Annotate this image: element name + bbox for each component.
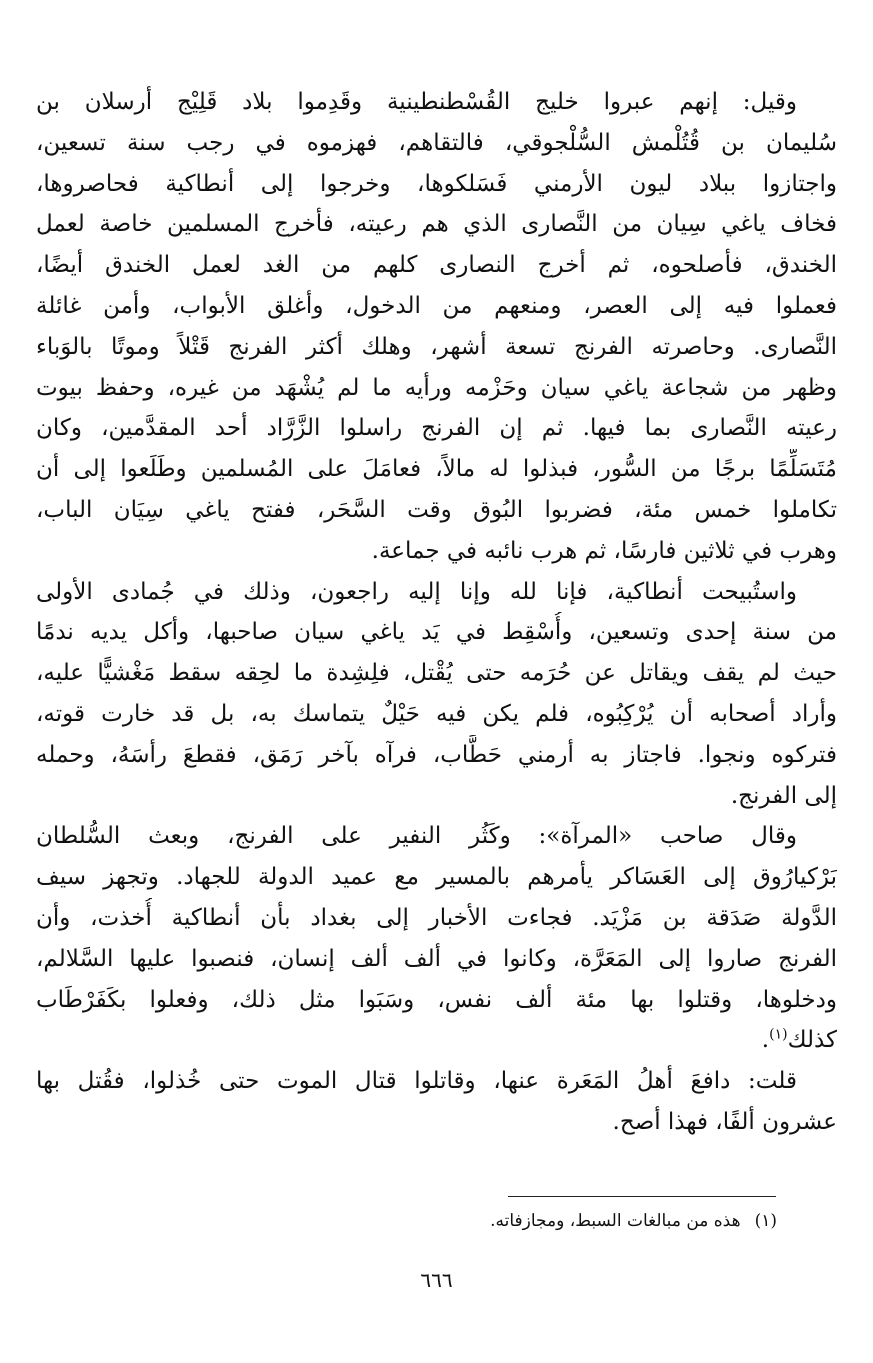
text-line: وظهر من شجاعة ياغي سيان وحَزْمه ورأيه ما لم يُشْهَد من غيره، وحفظ بيوت (36, 374, 837, 401)
footnote-text: هذه من مبالغات السبط، ومجازفاته. (490, 1211, 741, 1231)
text-line: الخندق، فأصلحوه، ثم أخرج النصارى كلهم من الغد لعمل الخندق أيضًا، (36, 252, 837, 279)
text-line: قلت: دافعَ أهلُ المَعَرة عنها، وقاتلوا قتال الموت حتى خُذلوا، فقُتل بها (36, 1068, 797, 1095)
text-line: وقيل: إنهم عبروا خليج القُسْطنطينية وقَدِموا بلاد قَلِيْج أرسلان بن (36, 89, 797, 115)
text-fragment: . (761, 1027, 770, 1054)
footnote-reference[interactable]: (١) (769, 1026, 788, 1043)
text-line: النَّصارى. وحاصرته الفرنج تسعة أشهر، وهلك أكثر الفرنج قَتْلاً وموتًا بالوَباء (36, 333, 837, 360)
text-line: ودخلوها، وقتلوا بها مئة ألف نفس، وسَبَوا مثل ذلك، وفعلوا بكَفَرْطَاب (36, 986, 837, 1013)
text-line: وهرب في ثلاثين فارسًا، ثم هرب نائبه في جماعة. (371, 537, 837, 564)
text-line: رعيته النَّصارى بما فيها. ثم إن الفرنج راسلوا الزَّرَّاد أحد المقدَّمين، وكان (36, 415, 837, 442)
footnote-number: (١) (754, 1211, 777, 1231)
text-line: مُتَسَلِّمًا برجًا من السُّور، فبذلوا له مالاً، فعامَلَ على المُسلمين وطَلَعوا إلى أن (36, 456, 837, 483)
text-line: واستُبيحت أنطاكية، فإنا لله وإنا إليه راجعون، وذلك في جُمادى الأولى (36, 578, 797, 605)
text-line: سُليمان بن قُتُلْمش السُّلْجوقي، فالتقاهم، فهزموه في رجب سنة تسعين، (36, 129, 837, 156)
text-line: فعملوا فيه إلى العصر، ومنعهم من الدخول، وأغلق الأبواب، وأمن غائلة (36, 292, 837, 319)
page-number: ٦٦٦ (420, 1268, 453, 1292)
text-line: وأراد أصحابه أن يُرْكِبُوه، فلم يكن فيه حَيْلٌ يتماسك به، بل قد خارت قوته، (36, 700, 837, 727)
text-line (36, 1020, 837, 1061)
text-line: من سنة إحدى وتسعين، وأُسْقِط في يَد ياغي سيان صاحبها، وأكل يديه ندمًا (36, 619, 837, 646)
text-line: الدَّولة صَدَقة بن مَزْيَد. فجاءت الأخبار إلى بغداد بأن أنطاكية أُخذت، وأن (36, 904, 837, 931)
text-line: عشرون ألفًا، فهذا أصح. (612, 1108, 837, 1135)
footnote (490, 1208, 777, 1234)
text-line: وقال صاحب «المرآة»: وكَثُر النفير على الفرنج، وبعث السُّلطان (36, 823, 797, 850)
text-line: حيث لم يقف ويقاتل عن حُرَمه حتى يُقْتل، فلِشِدة ما لحِقه سقط مَغْشيًّا عليه، (36, 660, 837, 687)
text-line: إلى الفرنج. (730, 782, 837, 809)
body-text (36, 82, 837, 1143)
text-line: فتركوه ونجوا. فاجتاز به أرمني حَطَّاب، فرآه بآخر رَمَق، فقطعَ رأسَهُ، وحمله (36, 741, 837, 768)
text-line: الفرنج صاروا إلى المَعَرَّة، وكانوا في ألف ألف إنسان، فنصبوا عليها السَّلالم، (36, 945, 837, 972)
text-line: تكاملوا خمس مئة، فضربوا البُوق وقت السَّحَر، ففتح ياغي سِيَان الباب، (36, 496, 837, 523)
text-fragment: كذلك (787, 1027, 837, 1054)
text-line: بَرْكيارُوق إلى العَسَاكر يأمرهم بالمسير مع عميد الدولة للجهاد. وتجهز سيف (36, 864, 837, 891)
text-line: واجتازوا ببلاد ليون الأرمني فَسَلكوها، وخرجوا إلى أنطاكية فحاصروها، (36, 170, 837, 197)
text-line: فخاف ياغي سِيان من النَّصارى الذي هم رعيته، فأخرج المسلمين خاصة لعمل (36, 211, 837, 238)
footnote-divider (508, 1196, 776, 1197)
